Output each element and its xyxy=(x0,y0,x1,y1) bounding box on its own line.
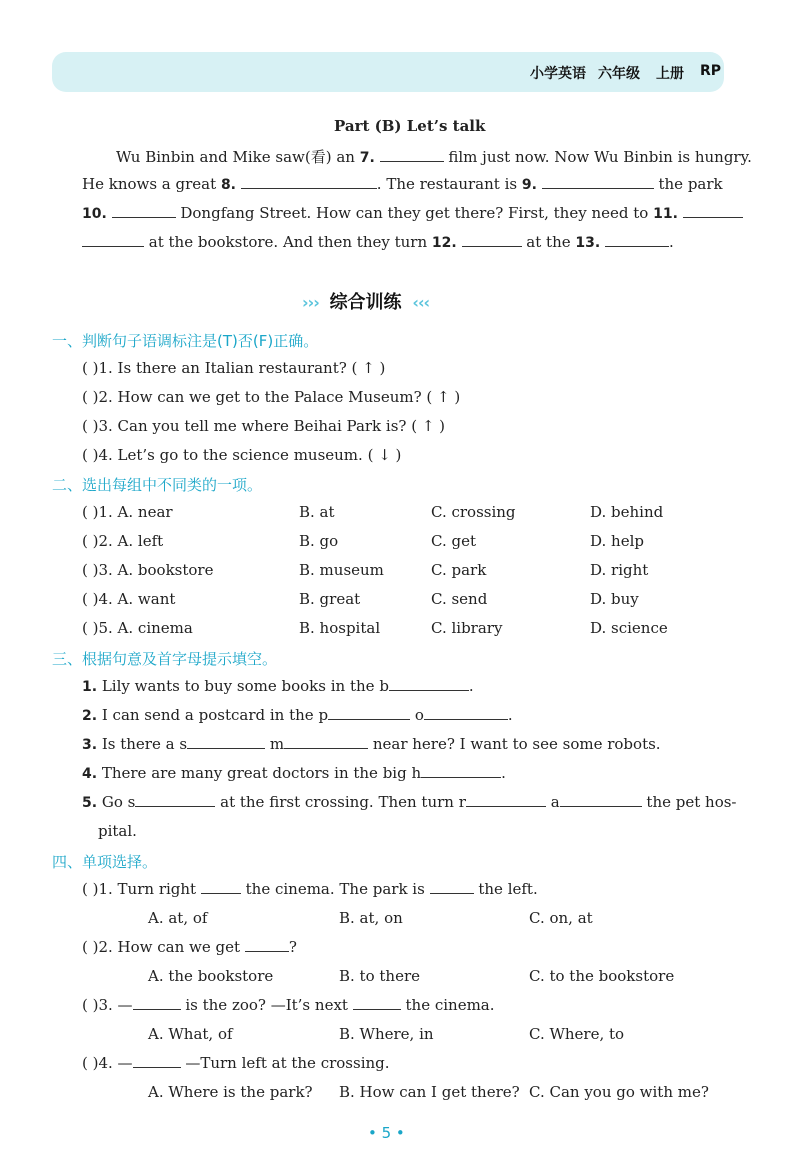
blank-12[interactable] xyxy=(462,233,522,247)
sec2-row-2-a: ( )2. A. left xyxy=(82,532,164,550)
part-b-line-3: 10. Dongfang Street. How can they get there? First, they need to 11. xyxy=(82,204,743,222)
sec1-item-2: ( )2. How can we get to the Palace Museum? ( ↑ ) xyxy=(82,388,461,406)
sec4-q3-opt-b: B. Where, in xyxy=(339,1025,434,1043)
sec1-item-3: ( )3. Can you tell me where Beihai Park is? ( ↑ ) xyxy=(82,417,446,435)
sec4-q2-opt-b: B. to there xyxy=(339,967,420,985)
sec4-q3-opt-c: C. Where, to xyxy=(529,1025,625,1043)
sec4-q4-opt-c: C. Can you go with me? xyxy=(529,1083,709,1101)
blank-s4q1b[interactable] xyxy=(430,880,474,894)
sec2-row-3-c: C. park xyxy=(431,561,487,579)
sec2-row-5-b: B. hospital xyxy=(299,619,381,637)
sec3-q4: 4. There are many great doctors in the big h . xyxy=(82,764,506,782)
sec3-q3: 3. Is there a s m near here? I want to see some robots. xyxy=(82,735,661,753)
page-number: • 5 • xyxy=(368,1124,405,1142)
blank-s3q2a[interactable] xyxy=(328,706,410,720)
header-term: 上册 xyxy=(656,66,684,82)
sec3-q2: 2. I can send a postcard in the p o . xyxy=(82,706,513,724)
sec2-row-5-d: D. science xyxy=(590,619,668,637)
blank-s3q5c[interactable] xyxy=(560,793,642,807)
sec2-row-2-d: D. help xyxy=(590,532,644,550)
blank-8[interactable] xyxy=(241,175,377,189)
blank-7[interactable] xyxy=(380,148,444,162)
sec3-q5: 5. Go s at the first crossing. Then turn r a the pet hos- xyxy=(82,793,737,811)
sec2-row-4-c: C. send xyxy=(431,590,488,608)
blank-s4q3b[interactable] xyxy=(353,996,401,1010)
sec4-q4: ( )4. — —Turn left at the crossing. xyxy=(82,1054,390,1072)
header-band xyxy=(52,52,724,92)
header-grade: 六年级 xyxy=(598,66,640,82)
chevron-right-icon: ››› xyxy=(302,293,319,312)
section-1-title: 一、判断句子语调标注是(T)否(F)正确。 xyxy=(52,332,319,350)
sec4-q2-opt-c: C. to the bookstore xyxy=(529,967,675,985)
blank-11a[interactable] xyxy=(683,204,743,218)
sec2-row-1-a: ( )1. A. near xyxy=(82,503,173,521)
section-3-title: 三、根据句意及首字母提示填空。 xyxy=(52,650,278,668)
sec3-q5-cont: pital. xyxy=(98,822,137,840)
sec2-row-2-c: C. get xyxy=(431,532,476,550)
part-b-title: Part (B) Let’s talk xyxy=(334,117,486,135)
blank-13[interactable] xyxy=(605,233,669,247)
blank-9[interactable] xyxy=(542,175,654,189)
blank-s3q5a[interactable] xyxy=(135,793,215,807)
blank-s4q4[interactable] xyxy=(133,1054,181,1068)
blank-s3q1[interactable] xyxy=(389,677,469,691)
sec2-row-2-b: B. go xyxy=(299,532,339,550)
sec2-row-4-b: B. great xyxy=(299,590,361,608)
blank-11b[interactable] xyxy=(82,233,144,247)
sec4-q4-opt-a: A. Where is the park? xyxy=(148,1083,313,1101)
sec4-q2: ( )2. How can we get ? xyxy=(82,938,297,956)
sec2-row-1-d: D. behind xyxy=(590,503,664,521)
section-4-title: 四、单项选择。 xyxy=(52,853,158,871)
blank-s4q3a[interactable] xyxy=(133,996,181,1010)
sec1-item-4: ( )4. Let’s go to the science museum. ( ↓ ) xyxy=(82,446,402,464)
part-b-line-1: Wu Binbin and Mike saw(看) an 7. film just now. Now Wu Binbin is hungry. xyxy=(116,148,752,166)
sec2-row-1-c: C. crossing xyxy=(431,503,516,521)
sec4-q3: ( )3. — is the zoo? —It’s next the cinema. xyxy=(82,996,495,1014)
blank-s3q5b[interactable] xyxy=(466,793,546,807)
blank-s3q3a[interactable] xyxy=(187,735,265,749)
sec2-row-4-d: D. buy xyxy=(590,590,639,608)
sec4-q1-opt-b: B. at, on xyxy=(339,909,403,927)
sec4-q4-opt-b: B. How can I get there? xyxy=(339,1083,520,1101)
sec2-row-1-b: B. at xyxy=(299,503,335,521)
blank-s3q4[interactable] xyxy=(421,764,501,778)
sec2-row-4-a: ( )4. A. want xyxy=(82,590,176,608)
blank-s3q3b[interactable] xyxy=(284,735,368,749)
sec1-item-1: ( )1. Is there an Italian restaurant? ( ↑ ) xyxy=(82,359,386,377)
part-b-line-4: at the bookstore. And then they turn 12. at the 13. . xyxy=(82,233,674,251)
training-title-row xyxy=(302,288,429,314)
blank-10[interactable] xyxy=(112,204,176,218)
sec4-q3-opt-a: A. What, of xyxy=(148,1025,233,1043)
sec4-q1-opt-a: A. at, of xyxy=(148,909,208,927)
sec4-q1-opt-c: C. on, at xyxy=(529,909,593,927)
sec4-q1: ( )1. Turn right the cinema. The park is the left. xyxy=(82,880,538,898)
sec2-row-3-a: ( )3. A. bookstore xyxy=(82,561,214,579)
sec2-row-3-b: B. museum xyxy=(299,561,384,579)
part-b-line-2: He knows a great 8. . The restaurant is 9. the park xyxy=(82,175,723,193)
sec4-q2-opt-a: A. the bookstore xyxy=(148,967,274,985)
section-2-title: 二、选出每组中不同类的一项。 xyxy=(52,476,263,494)
sec2-row-5-a: ( )5. A. cinema xyxy=(82,619,193,637)
blank-s4q2[interactable] xyxy=(245,938,289,952)
sec3-q1: 1. Lily wants to buy some books in the b . xyxy=(82,677,474,695)
blank-s4q1a[interactable] xyxy=(201,880,241,894)
blank-s3q2b[interactable] xyxy=(424,706,508,720)
training-title: 综合训练 xyxy=(329,292,402,313)
sec2-row-5-c: C. library xyxy=(431,619,503,637)
sec2-row-3-d: D. right xyxy=(590,561,649,579)
header-subject: 小学英语 xyxy=(530,66,586,82)
header-edition: RP xyxy=(700,63,722,79)
chevron-left-icon: ‹‹‹ xyxy=(412,293,430,312)
